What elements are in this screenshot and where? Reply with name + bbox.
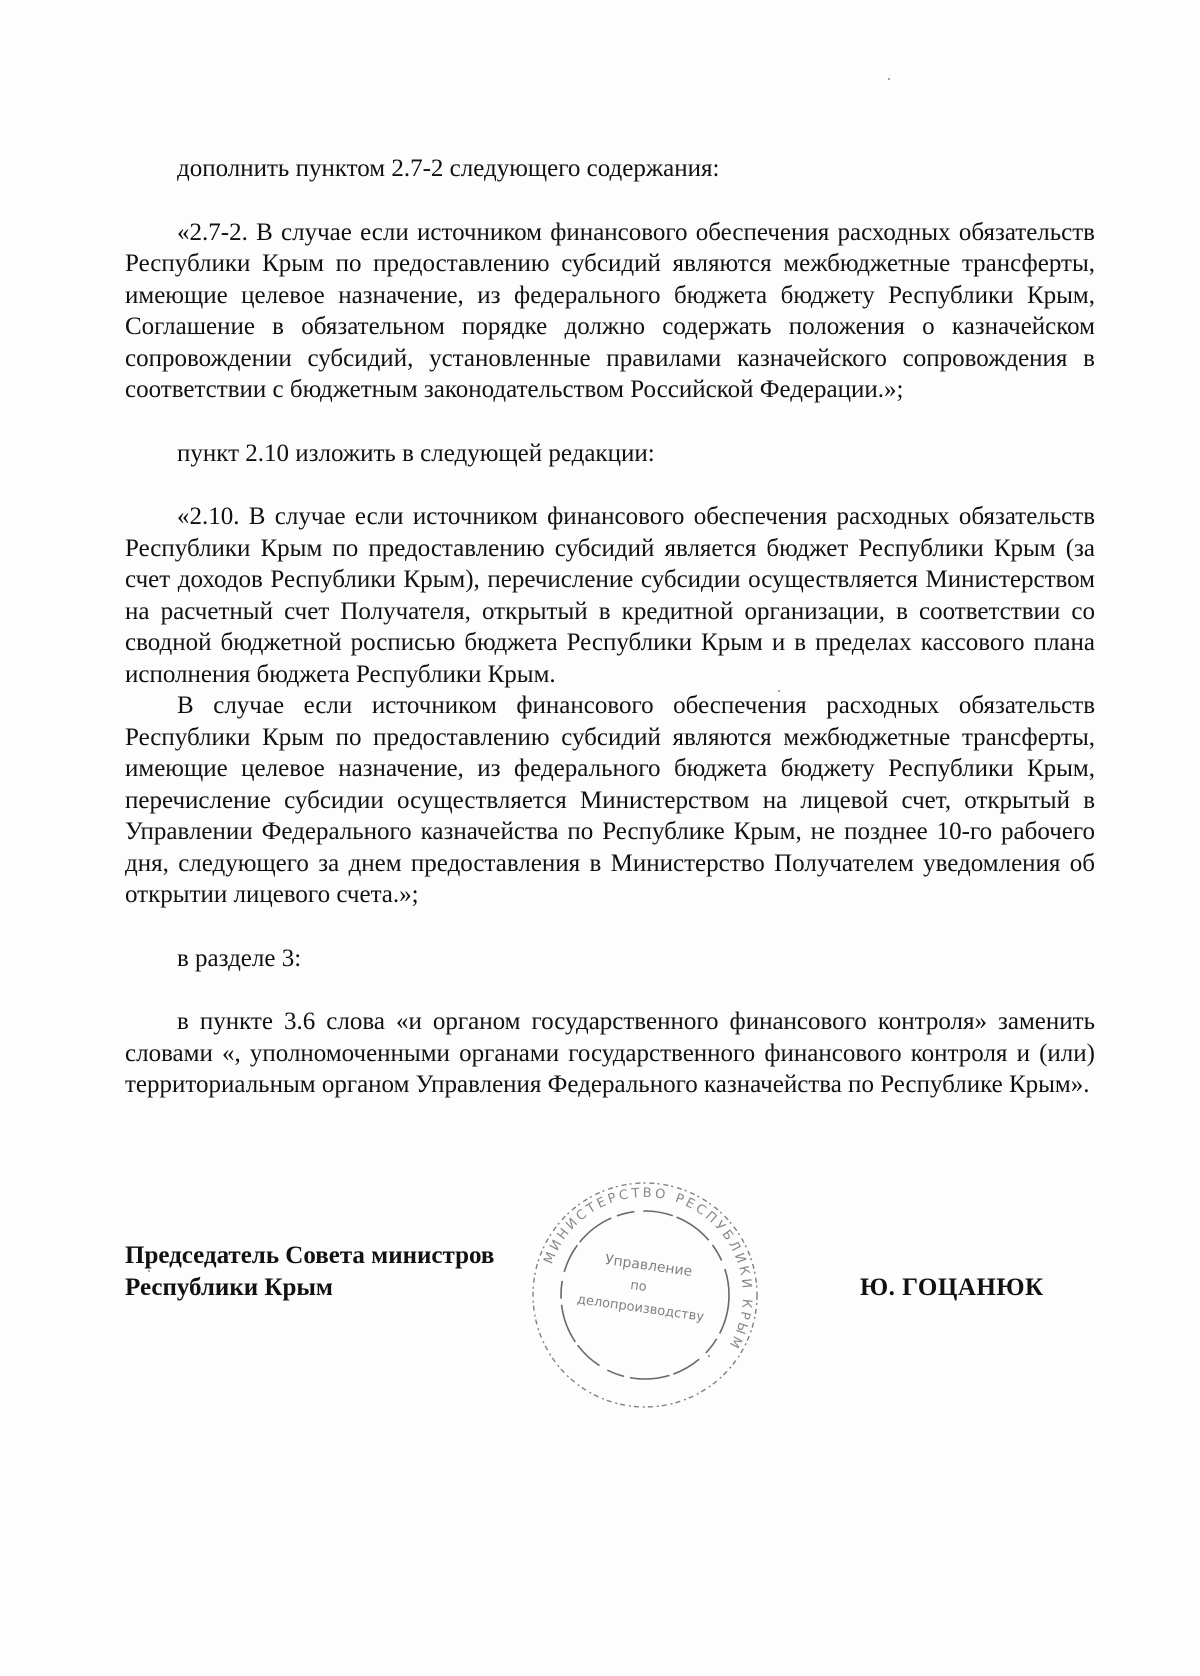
scan-speck xyxy=(148,1270,150,1272)
paragraph-2-10-continued: В случае если источником финансового обеспечения расходных обязательств Республики Крым по предоставлению субсидий являются межбюджетные трансферты, имеющие целевое назначение, из федерального бюджета бюджету Республики Крым, перечисление субсидии осуществляется Министерством на лицевой счет, открытый в Управлении Федерального казначейства по Республике Крым, не позднее 10-го рабочего дня, следующего за днем предоставления в Министерство Получателем уведомления об открытии лицевого счета.»; xyxy=(125,692,1095,908)
paragraph-3-6: в пункте 3.6 слова «и органом государственного финансового контроля» заменить словами «, уполномоченными органами государственного финансового контроля и (или) территориальным органом Управления Федерального казначейства по Республике Крым». xyxy=(125,1008,1095,1098)
signatory-name: Ю. ГОЦАНЮК xyxy=(860,1274,1044,1301)
paragraph-intro: дополнить пунктом 2.7-2 следующего содержания: xyxy=(177,155,720,182)
scan-speck xyxy=(778,690,780,692)
seal-center-line1: Управление xyxy=(603,1252,694,1281)
signatory-title-line2: Республики Крым xyxy=(125,1274,333,1301)
paragraph-2-7-2: «2.7-2. В случае если источником финансового обеспечения расходных обязательств Республики Крым по предоставлению субсидий являются межбюджетные трансферты, имеющие целевое назначение, из федерального бюджета бюджету Республики Крым, Соглашение в обязательном порядке должно содержать положения о казначейском сопровождении субсидий, установленные правилами казначейского сопровождения в соответствии с бюджетным законодательством Российской Федерации.»; xyxy=(125,218,1095,403)
paragraph-2-10: «2.10. В случае если источником финансового обеспечения расходных обязательств Республики Крым по предоставлению субсидий является бюджет Республики Крым (за счет доходов Республики Крым), перечисление субсидии осуществляется Министерством на расчетный счет Получателя, открытый в кредитной организации, в соответствии со сводной бюджетной росписью бюджета Республики Крым и в пределах кассового плана исполнения бюджета Республики Крым. xyxy=(125,503,1095,688)
scan-speck xyxy=(708,1355,710,1357)
document-body xyxy=(125,153,1095,1101)
paragraph-section-3: в разделе 3: xyxy=(177,944,302,972)
paragraph-2-10-intro: пункт 2.10 изложить в следующей редакции: xyxy=(177,439,655,467)
seal-center-line3: делопроизводству xyxy=(576,1292,705,1325)
seal-center-line2: по xyxy=(629,1277,648,1296)
seal-ring-text: МИНИСТЕРСТВО РЕСПУБЛИКИ КРЫМ xyxy=(541,1185,755,1353)
official-seal-stamp xyxy=(520,1170,770,1420)
scan-speck xyxy=(888,78,890,80)
signatory-title xyxy=(125,1240,494,1304)
signatory-title-line1: Председатель Совета министров xyxy=(125,1242,495,1269)
